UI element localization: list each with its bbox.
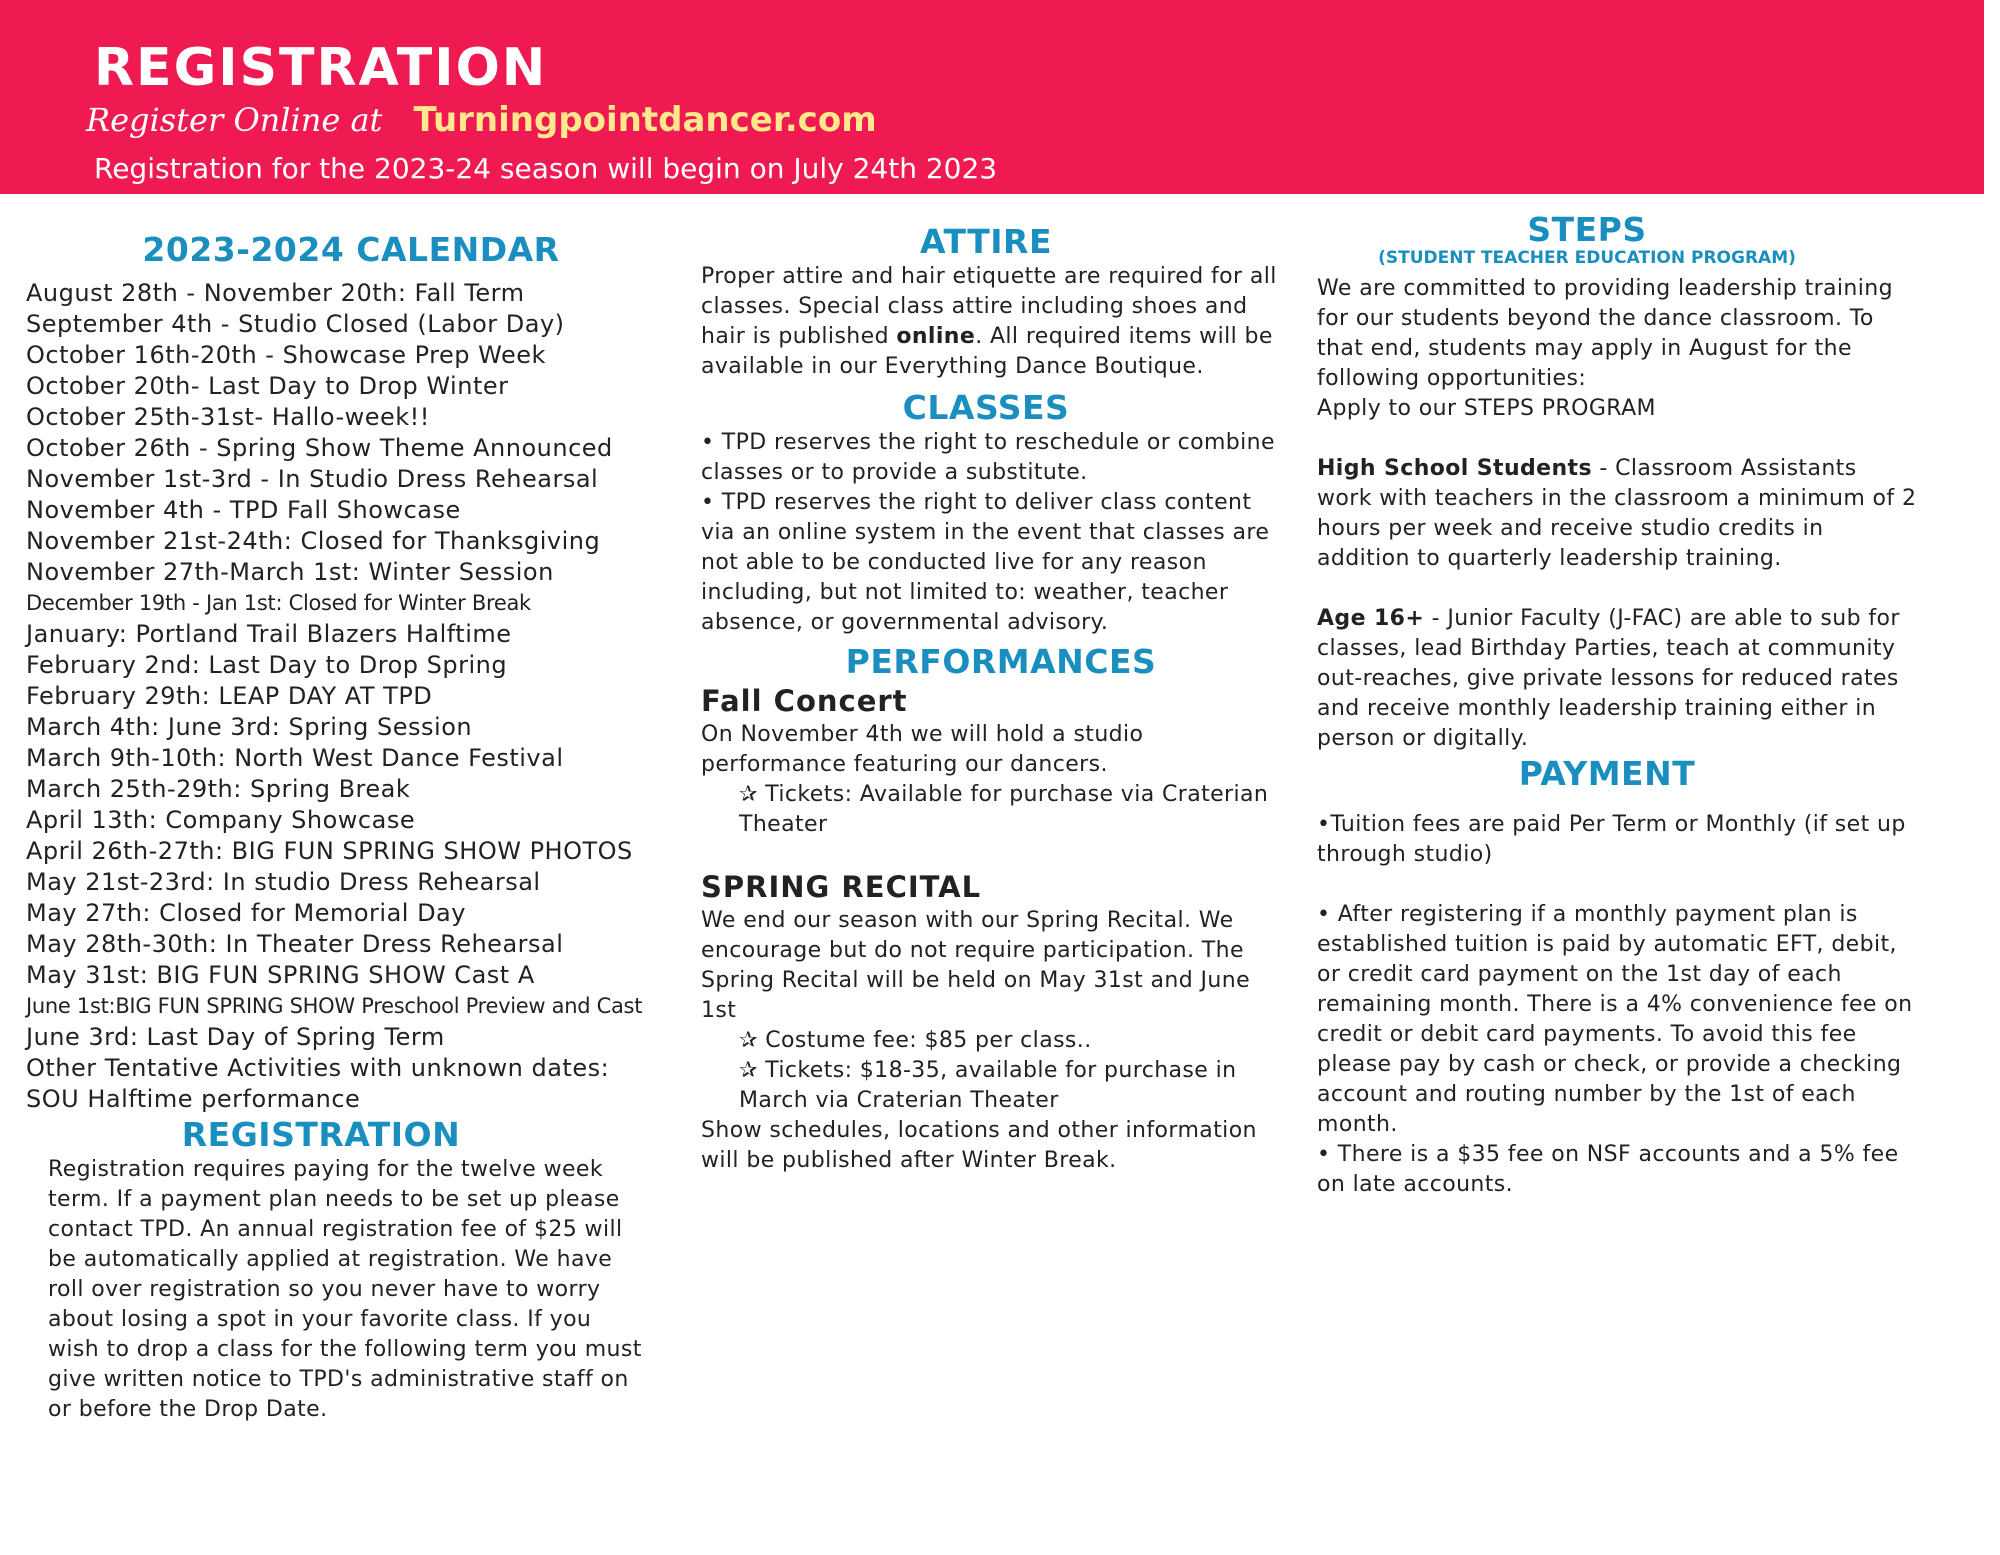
payment-heading: PAYMENT [1518,754,1696,793]
costume-fee: ✰ Costume fee: $85 per class.. [739,1028,1092,1053]
spring-tickets: ✰ Tickets: $18-35, available for purchase in March via Craterian Theater [739,1058,1237,1113]
column-calendar [26,194,676,1425]
classes-item: • TPD reserves the right to deliver class content via an online system in the event that classes are not able to be conducted live for any reason including, but not limited to: weather, teacher absence, or governmental advisory. [701,490,1270,635]
registration-body: Registration requires paying for the twelve week term. If a payment plan needs to be set up please contact TPD. An annual registration fee of $25 will be automatically applied at registration. We have roll over registration so you never have to worry about losing a spot in your favorite class. If you wish to drop a class for the following term you must give written notice to TPD's administrative staff on or before the Drop Date. [48,1157,642,1422]
calendar-item: May 31st: BIG FUN SPRING SHOW Cast A [26,961,535,989]
column-policies [701,194,1291,1176]
online-link[interactable]: online [896,324,976,349]
banner-title: REGISTRATION [94,38,548,98]
register-online-label: Register Online at [86,101,383,139]
steps-heading: STEPS [1527,210,1647,249]
calendar-item: November 21st-24th: Closed for Thanksgiving [26,527,601,555]
calendar-item: June 1st:BIG FUN SPRING SHOW Preschool Preview and Cast [26,994,643,1018]
calendar-item: December 19th - Jan 1st: Closed for Winter Break [26,591,531,615]
age-16-plus: Age 16+ - Junior Faculty (J-FAC) are able to sub for classes, lead Birthday Parties, teach at community out-reaches, give private lessons for reduced rates and receive monthly leadership training either in person or digitally. [1317,606,1900,751]
calendar-item: Other Tentative Activities with unknown dates: [26,1054,610,1082]
calendar-item: August 28th - November 20th: Fall Term [26,279,525,307]
calendar-item: SOU Halftime performance [26,1085,361,1113]
spring-recital-body: We end our season with our Spring Recital. We encourage but do not require participation. The Spring Recital will be held on May 31st and June 1st [701,908,1251,1023]
fall-tickets: ✰ Tickets: Available for purchase via Craterian Theater [739,782,1269,837]
calendar-item: November 4th - TPD Fall Showcase [26,496,461,524]
classes-item: • TPD reserves the right to reschedule or combine classes or to provide a substitute. [701,430,1275,485]
calendar-item: November 1st-3rd - In Studio Dress Rehearsal [26,465,599,493]
calendar-item: October 20th- Last Day to Drop Winter [26,372,509,400]
header-banner [0,0,1984,194]
registration-heading: REGISTRATION [181,1115,461,1154]
steps-intro: We are committed to providing leadership training for our students beyond the dance classroom. To that end, students may apply in August for the following opportunities: [1317,276,1893,391]
attire-body: Proper attire and hair etiquette are required for all classes. Special class attire including shoes and hair is published online. All required items will be available in our Everything Dance Boutique. [701,264,1277,379]
website-link[interactable]: Turningpointdancer.com [413,100,877,140]
calendar-item: May 28th-30th: In Theater Dress Rehearsal [26,930,564,958]
attire-heading: ATTIRE [920,222,1052,261]
performances-closing: Show schedules, locations and other information will be published after Winter Break. [701,1118,1257,1173]
calendar-item: January: Portland Trail Blazers Halftime [26,620,512,648]
spring-recital-title: SPRING RECITAL [701,870,982,904]
column-steps-payment [1317,194,1917,1200]
calendar-item: May 27th: Closed for Memorial Day [26,899,466,927]
fall-concert-title: Fall Concert [701,684,908,718]
performances-heading: PERFORMANCES [845,642,1157,681]
calendar-item: October 25th-31st- Hallo-week!! [26,403,430,431]
steps-apply: Apply to our STEPS PROGRAM [1317,396,1656,421]
calendar-item: April 26th-27th: BIG FUN SPRING SHOW PHOTOS [26,837,633,865]
register-online-line [86,100,877,148]
calendar-item: September 4th - Studio Closed (Labor Day) [26,310,565,338]
calendar-item: April 13th: Company Showcase [26,806,416,834]
fall-concert-body: On November 4th we will hold a studio performance featuring our dancers. [701,722,1144,777]
calendar-item: October 16th-20th - Showcase Prep Week [26,341,546,369]
calendar-item: October 26th - Spring Show Theme Announced [26,434,613,462]
calendar-item: May 21st-23rd: In studio Dress Rehearsal [26,868,541,896]
calendar-item: February 2nd: Last Day to Drop Spring [26,651,508,679]
steps-subheading: (STUDENT TEACHER EDUCATION PROGRAM) [1378,248,1796,268]
season-start-note: Registration for the 2023-24 season will begin on July 24th 2023 [94,152,998,185]
high-school-students: High School Students - Classroom Assistants work with teachers in the classroom a minimum of 2 hours per week and receive studio credits in addition to quarterly leadership training. [1317,456,1917,571]
payment-terms: •Tuition fees are paid Per Term or Monthly (if set up through studio) [1317,812,1906,867]
calendar-item: March 25th-29th: Spring Break [26,775,411,803]
calendar-item: March 9th-10th: North West Dance Festival [26,744,564,772]
calendar-item: February 29th: LEAP DAY AT TPD [26,682,433,710]
payment-monthly: • After registering if a monthly payment plan is established tuition is paid by automatic EFT, debit, or credit card payment on the 1st day of each remaining month. There is a 4% convenience fee on credit or debit card payments. To avoid this fee please pay by cash or check, or provide a checking account and routing number by the 1st of each month. [1317,902,1913,1137]
calendar-heading: 2023-2024 CALENDAR [142,230,560,269]
calendar-item: November 27th-March 1st: Winter Session [26,558,554,586]
calendar-item: June 3rd: Last Day of Spring Term [26,1023,445,1051]
payment-fees: • There is a $35 fee on NSF accounts and a 5% fee on late accounts. [1317,1142,1899,1197]
calendar-list [26,278,676,1115]
calendar-item: March 4th: June 3rd: Spring Session [26,713,473,741]
classes-heading: CLASSES [902,388,1070,427]
